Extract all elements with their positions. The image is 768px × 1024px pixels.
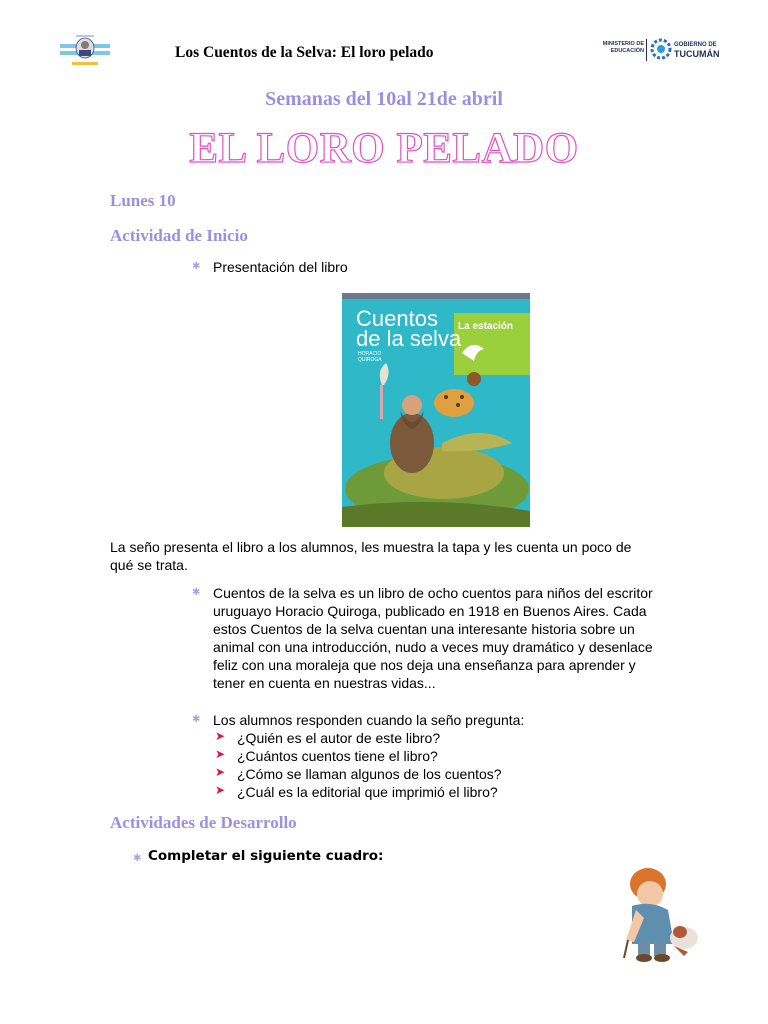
government-line-1: GOBIERNO DE <box>674 42 717 48</box>
intro-paragraph: La seño presenta el libro a los alumnos, les muestra la tapa y les cuenta un poco de qué se trata. <box>110 539 632 573</box>
start-activity-heading: Actividad de Inicio <box>110 226 248 245</box>
ministry-text <box>598 41 644 55</box>
bullet-star-icon: ✱ <box>192 714 201 725</box>
ministry-line-1: MINISTERIO DE <box>602 41 644 47</box>
logo-separator <box>646 39 647 61</box>
development-heading: Actividades de Desarrollo <box>110 813 297 832</box>
ministry-logo <box>598 37 722 65</box>
book-title-line-1: Cuentos <box>356 306 438 331</box>
question-item: ¿Cuál es la editorial que imprimió el libro? <box>237 784 498 800</box>
main-title: EL LORO PELADO <box>189 125 579 172</box>
book-cover-image <box>342 293 530 527</box>
question-item: ¿Quién es el autor de este libro? <box>237 730 441 746</box>
child-illustration <box>618 866 708 966</box>
arrow-bullet-icon: ➤ <box>215 765 226 779</box>
presentation-bullet: Presentación del libro <box>213 259 348 275</box>
book-description-bullet: Cuentos de la selva es un libro de ocho cuentos para niños del escritor uruguayo Horacio Quiroga, publicado en 1918 en Buenos Aires. Cada estos Cuentos de la selva cuentan una interesante historia sobre un animal con una introducción, nudo a veces muy dramático y desenlace feliz con una moraleja que nos deja una enseñanza para aprender y tener en cuenta en nuestras vidas... <box>213 585 653 691</box>
book-series: La estación <box>458 321 514 332</box>
complete-table-bullet: Completar el siguiente cuadro: <box>148 848 384 864</box>
question-item: ¿Cuántos cuentos tiene el libro? <box>237 748 438 764</box>
bullet-star-icon: ✱ <box>192 587 201 598</box>
ministry-line-2: EDUCACIÓN <box>610 48 644 54</box>
arrow-bullet-icon: ➤ <box>215 729 226 743</box>
students-answer-bullet: Los alumnos responden cuando la seño pregunta: <box>213 712 525 728</box>
government-line-2: TUCUMÁN <box>674 49 720 59</box>
header-title: Los Cuentos de la Selva: El loro pelado <box>175 44 434 61</box>
government-text <box>674 41 720 59</box>
question-item: ¿Cómo se llaman algunos de los cuentos? <box>237 766 502 782</box>
bullet-star-icon: ✱ <box>133 853 142 864</box>
book-author-line-2: QUIROGA <box>358 357 382 363</box>
day-heading: Lunes 10 <box>110 191 176 210</box>
book-author <box>358 351 382 363</box>
book-author-line-1: HORACIO <box>358 351 382 357</box>
arrow-bullet-icon: ➤ <box>215 783 226 797</box>
school-logo <box>58 30 112 72</box>
book-title <box>356 306 462 351</box>
book-title-line-2: de la selva <box>356 326 462 351</box>
arrow-bullet-icon: ➤ <box>215 747 226 761</box>
weeks-subtitle: Semanas del 10al 21de abril <box>265 88 503 110</box>
tucuman-emblem-icon <box>650 38 672 60</box>
bullet-star-icon: ✱ <box>192 261 201 272</box>
